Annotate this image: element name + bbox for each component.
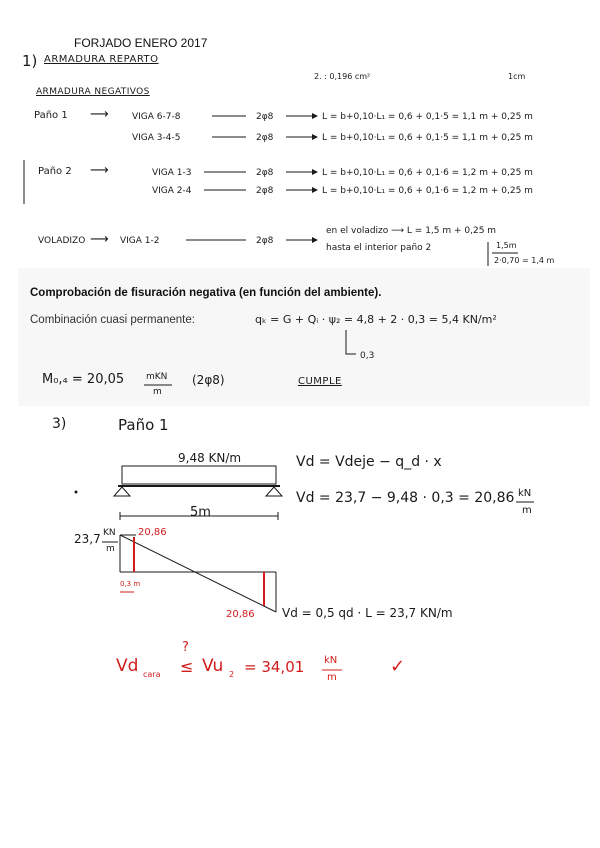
load-label: 9,48 KN/m: [178, 451, 242, 465]
row-viga: VIGA 2-4: [152, 186, 192, 196]
moment-bars: (2φ8): [192, 373, 225, 387]
voladizo-frac-num: 1,5m: [496, 241, 517, 250]
arrow-head: [312, 134, 318, 140]
row-viga: VIGA 6-7-8: [132, 112, 181, 122]
row-bars: 2φ8: [256, 168, 274, 178]
left-support: [114, 487, 130, 496]
question-mark: ?: [182, 640, 189, 655]
moment-unit-den: m: [153, 387, 162, 397]
distributed-load: [122, 466, 276, 484]
moment-value: M₀,₄ = 20,05: [42, 372, 125, 387]
row-viga: VIGA 3-4-5: [132, 133, 181, 143]
check-value: = 34,01: [244, 658, 305, 676]
section1-subtitle: ARMADURA NEGATIVOS: [36, 87, 150, 97]
check-vu-sub: 2: [229, 670, 235, 679]
check-vd: Vd: [116, 656, 139, 676]
row-pano: Paño 1: [34, 110, 68, 121]
check-vd-sub: cara: [143, 670, 161, 679]
vd-right: Vd = 0,5 qd · L = 23,7 KN/m: [282, 606, 453, 620]
right-support: [266, 487, 282, 496]
section2-title: Comprobación de fisuración negativa (en función del ambiente).: [30, 287, 382, 299]
document-title: FORJADO ENERO 2017: [74, 36, 208, 50]
moment-unit-num: mKN: [146, 372, 168, 382]
row-formula: L = b+0,10·L₁ = 0,6 + 0,1·6 = 1,2 m + 0,25 m: [322, 186, 533, 196]
shear-left-red: 20,86: [138, 527, 167, 538]
shear-left-unit-den: m: [106, 544, 115, 554]
verdict: CUMPLE: [298, 376, 342, 387]
check-mark: ✓: [390, 656, 406, 677]
area-note: 2. : 0,196 cm²: [314, 72, 371, 81]
area-note-right: 1cm: [508, 72, 526, 81]
row-viga: VIGA 1-3: [152, 168, 192, 178]
shear-diagonal: [120, 535, 276, 612]
vd-formula-2: Vd = 23,7 − 9,48 · 0,3 = 20,86: [296, 490, 515, 506]
row-bars: 2φ8: [256, 186, 274, 196]
psi-arrow: [346, 330, 356, 354]
voladizo-label: VOLADIZO: [38, 236, 86, 246]
voladizo-bars: 2φ8: [256, 236, 274, 246]
arrow-head: [312, 237, 318, 243]
row-formula: L = b+0,10·L₁ = 0,6 + 0,1·5 = 1,1 m + 0,25 m: [322, 133, 533, 143]
section1-number: 1): [22, 52, 38, 70]
combo-label: Combinación cuasi permanente:: [30, 314, 195, 326]
row-arrow: ⟶: [90, 163, 109, 178]
voladizo-line1: en el voladizo ⟶ L = 1,5 m + 0,25 m: [326, 226, 497, 236]
row-formula: L = b+0,10·L₁ = 0,6 + 0,1·6 = 1,2 m + 0,25 m: [322, 168, 533, 178]
arrow-head: [312, 169, 318, 175]
vd-unit-den: m: [522, 505, 532, 516]
row-bars: 2φ8: [256, 133, 274, 143]
row-bars: 2φ8: [256, 112, 274, 122]
check-vu: Vu: [202, 656, 224, 676]
check-unit-num: kN: [324, 655, 338, 666]
check-unit-den: m: [327, 672, 337, 683]
section3-number: 3): [52, 416, 67, 432]
section1-title: ARMADURA REPARTO: [44, 54, 159, 65]
arrow-head: [312, 187, 318, 193]
combo-formula: qₖ = G + Qᵢ · ψ₂ = 4,8 + 2 · 0,3 = 5,4 KN/m²: [255, 313, 497, 326]
vd-formula-1: Vd = Vdeje − q_d · x: [296, 454, 442, 470]
shear-right-red: 20,86: [226, 609, 255, 620]
voladizo-line2: hasta el interior paño 2: [326, 243, 432, 253]
voladizo-viga: VIGA 1-2: [120, 236, 160, 246]
section3-title: Paño 1: [118, 416, 169, 434]
row-arrow: ⟶: [90, 107, 109, 122]
offset-label: 0,3 m: [120, 580, 141, 588]
psi-value: 0,3: [360, 351, 375, 361]
check-op: ≤: [180, 657, 194, 676]
row-pano: Paño 2: [38, 166, 72, 177]
vd-unit-num: kN: [518, 488, 532, 499]
voladizo-frac-den: 2·0,70 = 1,4 m: [494, 256, 555, 265]
arrow-head: [312, 113, 318, 119]
shear-left-unit-num: KN: [103, 528, 116, 538]
span-label: 5m: [190, 505, 211, 520]
shear-left-value: 23,7: [74, 532, 101, 546]
voladizo-arrow: ⟶: [90, 232, 109, 247]
row-formula: L = b+0,10·L₁ = 0,6 + 0,1·5 = 1,1 m + 0,25 m: [322, 112, 533, 122]
margin-dot: [75, 491, 78, 494]
